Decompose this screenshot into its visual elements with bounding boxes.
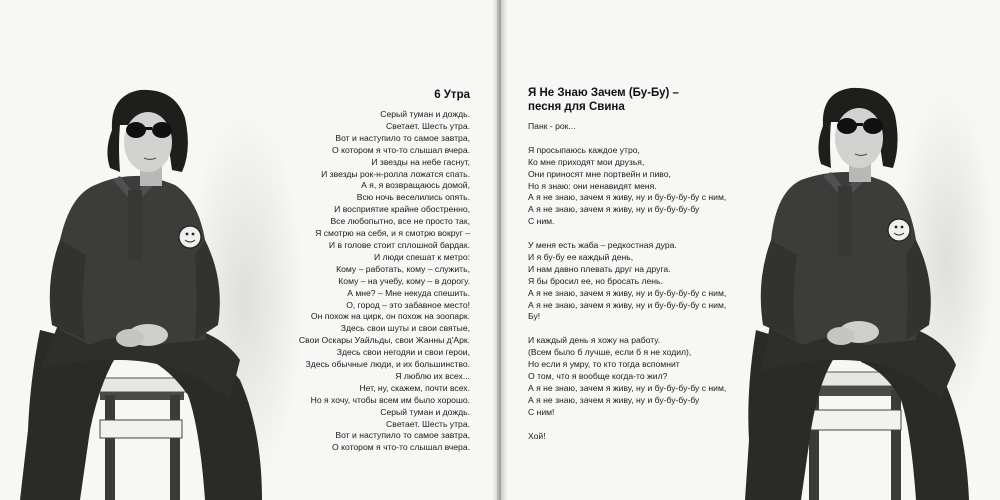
lyric-line: Но я знаю: они ненавидят меня. [528, 180, 657, 191]
lyric-line: А я не знаю, зачем я живу, ну и бу-бу-бу-бу с ним, [528, 287, 727, 298]
lyric-line: Светает. Шесть утра. [386, 120, 470, 131]
lyric-line: И каждый день я хожу на работу. [528, 335, 661, 346]
lyric-line: А я, я возвращаюсь домой, [361, 180, 470, 191]
lyric-line: А я не знаю, зачем я живу, ну и бу-бу-бу-бу с ним, [528, 382, 727, 393]
photo-seated-man-left [0, 0, 300, 500]
lyric-line: Всю ночь веселились опять. [356, 192, 470, 203]
lyric-line: И люди спешат к метро: [373, 251, 470, 262]
lyric-line: Я просыпаюсь каждое утро, [528, 144, 640, 155]
lyric-line: А я не знаю, зачем я живу, ну и бу-бу-бу-бу с ним, [528, 192, 727, 203]
song-title-ya-ne-znayu-zachem [528, 86, 679, 114]
lyric-line: Я смотрю на себя, и я смотрю вокруг – [315, 228, 470, 239]
lyric-line: Нет, ну, скажем, почти всех. [359, 382, 470, 393]
lyric-line: Бу! [528, 311, 541, 322]
lyric-line: И восприятие крайне обостренно, [334, 204, 470, 215]
lyric-line: О том, что я вообще когда-то жил? [528, 370, 668, 381]
lyric-line: Светает. Шесть утра. [386, 418, 470, 429]
lyric-line: О котором я что-то слышал вчера. [332, 144, 470, 155]
song-title-line-2: песня для Свина [528, 101, 625, 113]
right-page [501, 0, 1000, 500]
lyric-line: Вот и наступило то самое завтра, [335, 132, 470, 143]
lyric-line: Все любопытно, все не просто так, [330, 216, 470, 227]
stanza-break [528, 133, 726, 145]
lyric-line: А мне? – Мне некуда спешить. [347, 287, 470, 298]
lyric-line: Я люблю их всех... [395, 370, 470, 381]
lyrics-ya-ne-znayu-zachem [528, 121, 726, 442]
lyric-line: А я не знаю, зачем я живу, ну и бу-бу-бу-бу [528, 394, 700, 405]
stanza-break [528, 419, 726, 431]
song-title-line-1: Я Не Знаю Зачем (Бу-Бу) – [528, 87, 679, 99]
stanza-break [528, 323, 726, 335]
lyric-line: Но я хочу, чтобы всем им было хорошо. [310, 394, 470, 405]
lyric-line: Я бы бросил ее, но бросать лень. [528, 275, 663, 286]
lyric-line: (Всем было б лучше, если б я не ходил), [528, 347, 692, 358]
stanza-break [528, 228, 726, 240]
lyric-line: И я бу-бу ее каждый день, [528, 251, 634, 262]
lyric-line: О, город – это забавное место! [346, 299, 470, 310]
lyric-line: Хой! [528, 430, 546, 441]
lyric-line: С ним! [528, 406, 555, 417]
left-page [0, 0, 497, 500]
lyric-line: И звезды на небе гаснут, [371, 156, 470, 167]
lyric-line: Он похож на цирк, он похож на зоопарк. [310, 311, 470, 322]
lyric-line: Здесь обычные люди, и их большинство. [305, 359, 470, 370]
lyric-line: С ним. [528, 216, 555, 227]
lyric-line: Серый туман и дождь. [380, 109, 470, 119]
lyric-line: А я не знаю, зачем я живу, ну и бу-бу-бу-бу с ним, [528, 299, 727, 310]
lyric-line: И нам давно плевать друг на друга. [528, 263, 671, 274]
lyric-line: Но если я умру, то кто тогда вспомнит [528, 359, 680, 370]
lyric-line: Они приносят мне портвейн и пиво, [528, 168, 671, 179]
lyric-line: И звезды рок-н-ролла ложатся спать. [321, 168, 470, 179]
lyric-line: Панк - рок... [528, 121, 576, 131]
song-title-6-utra: 6 Утра [434, 89, 470, 101]
booklet-spine-fold [492, 0, 508, 500]
lyric-line: А я не знаю, зачем я живу, ну и бу-бу-бу-бу [528, 204, 700, 215]
lyric-line: Здесь свои шуты и свои святые, [340, 323, 470, 334]
lyric-line: Здесь свои негодяи и свои герои, [336, 347, 470, 358]
lyric-line: Свои Оскары Уайльды, свои Жанны д'Арк. [298, 335, 470, 346]
lyric-line: Ко мне приходят мои друзья, [528, 156, 645, 167]
lyric-line: О котором я что-то слышал вчера. [332, 442, 470, 453]
lyric-line: Кому – на учебу, кому – в дорогу. [338, 275, 470, 286]
lyrics-6-utra [299, 109, 470, 454]
photo-seated-man-right [741, 0, 1000, 500]
lyric-line: Вот и наступило то самое завтра, [335, 430, 470, 441]
lyric-line: У меня есть жаба – редкостная дура. [528, 240, 677, 251]
lyric-line: Серый туман и дождь. [380, 406, 470, 417]
lyric-line: И в голове стоит сплошной бардак. [328, 239, 470, 250]
lyric-line: Кому – работать, кому – служить, [336, 263, 470, 274]
